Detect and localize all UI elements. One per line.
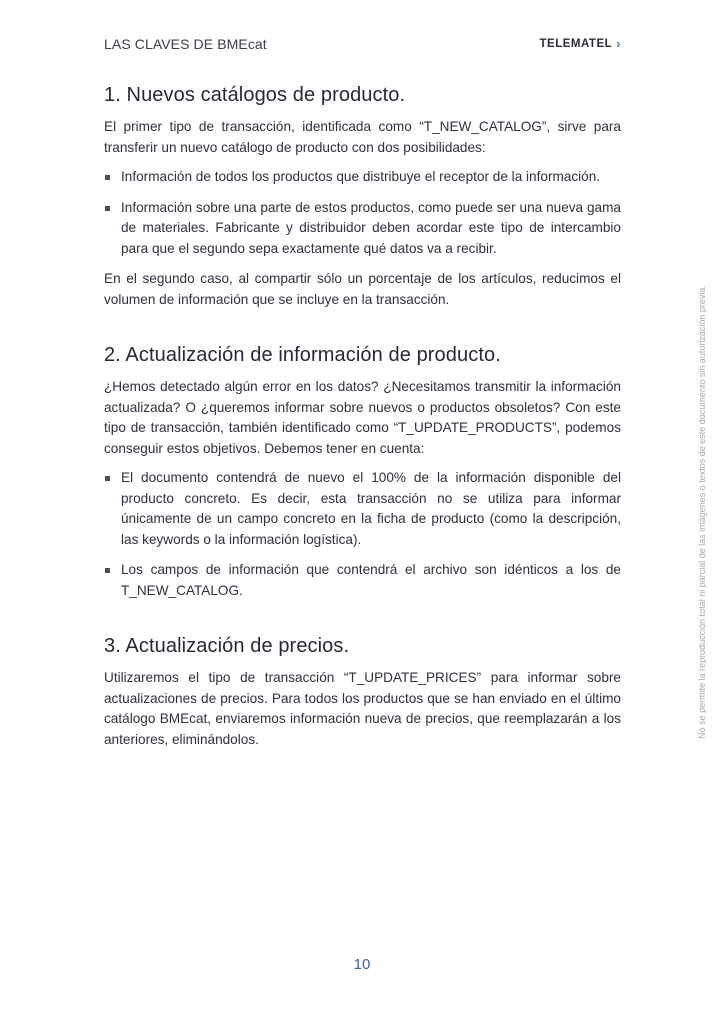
section-heading: 1. Nuevos catálogos de producto. [104, 84, 406, 106]
section-paragraph: El primer tipo de transacción, identificada como “T_NEW_CATALOG”, sirve para transferir un nuevo catálogo de producto con dos posibilidades: [104, 119, 621, 155]
section-paragraph: En el segundo caso, al compartir sólo un porcentaje de los artículos, reducimos el volumen de información que se incluye en la transacción. [104, 271, 621, 307]
page-number: 10 [353, 956, 371, 973]
section-heading: 2. Actualización de información de producto. [104, 344, 501, 366]
section-new-catalog [104, 84, 621, 310]
list-item-text: El documento contendrá de nuevo el 100% de la información disponible del producto concreto. Es decir, esta transacción no se utiliza para informar únicamente de un campo concreto en la ficha de producto (como la descripción, las keywords o la información logística). [121, 470, 621, 547]
section-update-products [104, 344, 621, 601]
section-paragraph: ¿Hemos detectado algún error en los datos? ¿Necesitamos transmitir la información actualizada? O ¿queremos informar sobre nuevos o productos obsoletos? Con este tipo de transacción, también identificado como “T_UPDATE_PRODUCTS”, podemos conseguir estos objetivos. Debemos tener en cuenta: [104, 379, 621, 456]
bullet-list [104, 167, 621, 259]
bullet-list [104, 468, 621, 601]
copyright-notice: No se permite la reproducción total ni parcial de las imágenes o textos de este documento sin autorización previa. [697, 285, 707, 739]
section-heading: 3. Actualización de precios. [104, 635, 350, 657]
brand-logo [540, 36, 622, 51]
section-update-prices [104, 635, 621, 750]
square-bullet-icon [105, 175, 110, 180]
square-bullet-icon [105, 568, 110, 573]
brand-name: TELEMATEL [539, 37, 613, 50]
chevron-right-icon: › [616, 36, 621, 51]
list-item [104, 560, 621, 601]
square-bullet-icon [105, 476, 110, 481]
page-content [104, 84, 621, 784]
document-title: LAS CLAVES DE BMEcat [104, 36, 267, 52]
list-item [104, 167, 621, 188]
list-item-text: Los campos de información que contendrá el archivo son idénticos a los de T_NEW_CATALOG. [121, 562, 621, 598]
section-paragraph: Utilizaremos el tipo de transacción “T_UPDATE_PRICES” para informar sobre actualizaciones de precios. Para todos los productos que se han enviado en el último catálogo BMEcat, enviaremos información nueva de precios, que reemplazarán a los anteriores, eliminándolos. [104, 670, 621, 747]
list-item [104, 468, 621, 550]
list-item [104, 198, 621, 260]
list-item-text: Información sobre una parte de estos productos, como puede ser una nueva gama de materiales. Fabricante y distribuidor deben acordar este tipo de intercambio para que el segundo sepa exactamente qué datos va a recibir. [121, 199, 621, 256]
list-item-text: Información de todos los productos que distribuye el receptor de la información. [121, 169, 601, 184]
square-bullet-icon [105, 206, 110, 211]
